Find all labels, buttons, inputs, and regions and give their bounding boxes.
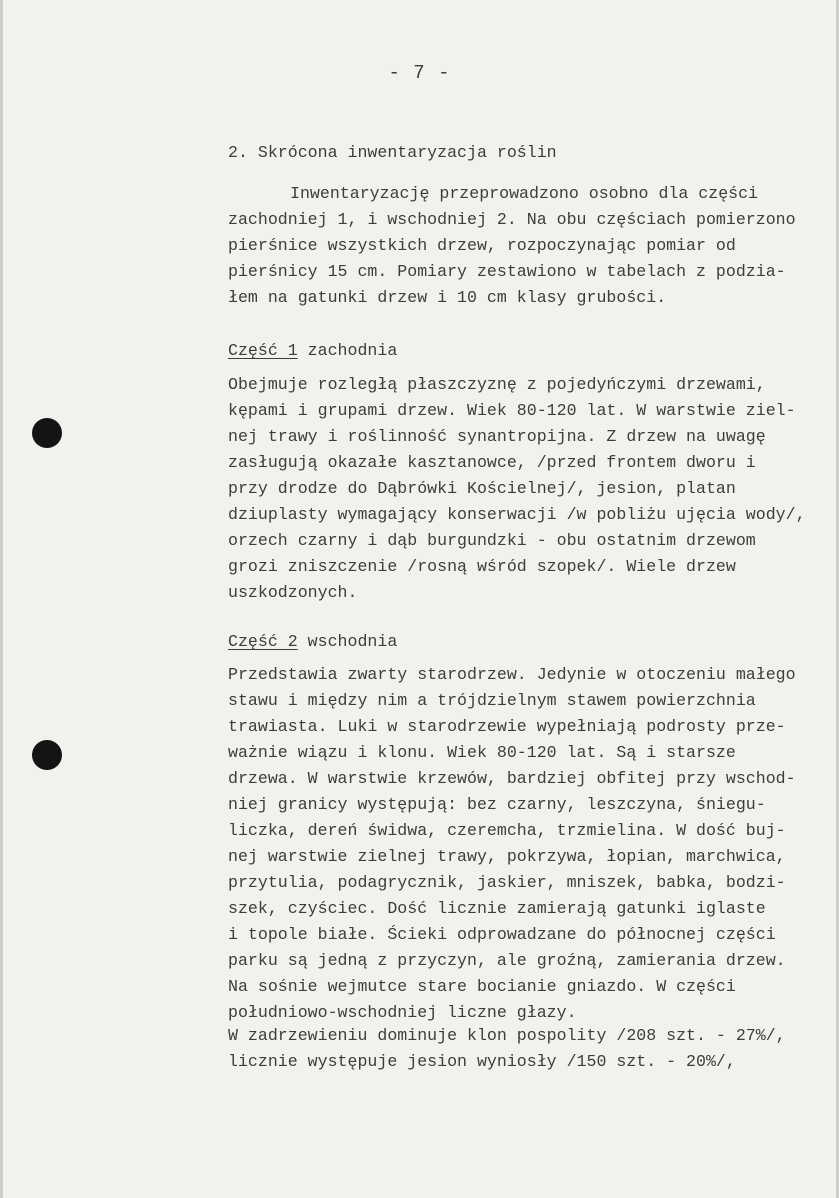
part2-line: Przedstawia zwarty starodrzew. Jedynie w otoczeniu małego	[228, 665, 796, 684]
part2-line: szek, czyściec. Dość licznie zamierają gatunki iglaste	[228, 899, 766, 918]
intro-line: zachodniej 1, i wschodniej 2. Na obu częściach pomierzono	[228, 210, 796, 229]
part2-line: stawu i między nim a trójdzielnym stawem powierzchnia	[228, 691, 756, 710]
intro-line: Inwentaryzację przeprowadzono osobno dla części	[290, 184, 759, 203]
part1-line: nej trawy i roślinność synantropijna. Z drzew na uwagę	[228, 427, 766, 446]
part2-line: W zadrzewieniu dominuje klon pospolity /208 szt. - 27%/,	[228, 1026, 786, 1045]
part2-line: ważnie wiązu i klonu. Wiek 80-120 lat. Są i starsze	[228, 743, 736, 762]
intro-line: pierśnicy 15 cm. Pomiary zestawiono w tabelach z podzia-	[228, 262, 786, 281]
part1-line: uszkodzonych.	[228, 583, 358, 602]
part1-line: orzech czarny i dąb burgundzki - obu ostatnim drzewom	[228, 531, 756, 550]
page-number: - 7 -	[388, 62, 451, 84]
part1-heading-number: Część 1	[228, 341, 298, 360]
intro-line: pierśnice wszystkich drzew, rozpoczynając pomiar od	[228, 236, 736, 255]
part2-line: i topole białe. Ścieki odprowadzane do północnej części	[228, 925, 776, 944]
part1-heading-name: zachodnia	[297, 341, 398, 360]
part2-line: południowo-wschodniej liczne głazy.	[228, 1003, 577, 1022]
part2-heading-number: Część 2	[228, 632, 298, 651]
binder-hole-bottom	[32, 740, 62, 770]
part2-line: parku są jedną z przyczyn, ale groźną, zamierania drzew.	[228, 951, 786, 970]
part1-line: grozi zniszczenie /rosną wśród szopek/. Wiele drzew	[228, 557, 736, 576]
part2-line: licznie występuje jesion wyniosły /150 szt. - 20%/,	[228, 1052, 736, 1071]
part2-line: niej granicy występują: bez czarny, leszczyna, śniegu-	[228, 795, 766, 814]
part1-line: Obejmuje rozległą płaszczyznę z pojedyńczymi drzewami,	[228, 375, 766, 394]
part2-line: nej warstwie zielnej trawy, pokrzywa, łopian, marchwica,	[228, 847, 786, 866]
intro-line: łem na gatunki drzew i 10 cm klasy grubości.	[228, 288, 667, 307]
page-left-edge	[0, 0, 3, 1198]
part1-heading	[228, 341, 397, 360]
part2-heading	[228, 632, 397, 651]
part2-heading-name: wschodnia	[297, 632, 398, 651]
part1-line: zasługują okazałe kasztanowce, /przed frontem dworu i	[228, 453, 756, 472]
part2-line: przytulia, podagrycznik, jaskier, mniszek, babka, bodzi-	[228, 873, 786, 892]
part1-line: dziuplasty wymagający konserwacji /w pobliżu ujęcia wody/,	[228, 505, 806, 524]
part2-line: Na sośnie wejmutce stare bocianie gniazdo. W części	[228, 977, 736, 996]
part1-line: kępami i grupami drzew. Wiek 80-120 lat. W warstwie ziel-	[228, 401, 796, 420]
part2-line: drzewa. W warstwie krzewów, bardziej obfitej przy wschod-	[228, 769, 796, 788]
part2-line: liczka, dereń świdwa, czeremcha, trzmielina. W dość buj-	[228, 821, 786, 840]
part2-line: trawiasta. Luki w starodrzewie wypełniają podrosty prze-	[228, 717, 786, 736]
part1-line: przy drodze do Dąbrówki Kościelnej/, jesion, platan	[228, 479, 736, 498]
section-title: 2. Skrócona inwentaryzacja roślin	[228, 143, 557, 162]
binder-hole-top	[32, 418, 62, 448]
